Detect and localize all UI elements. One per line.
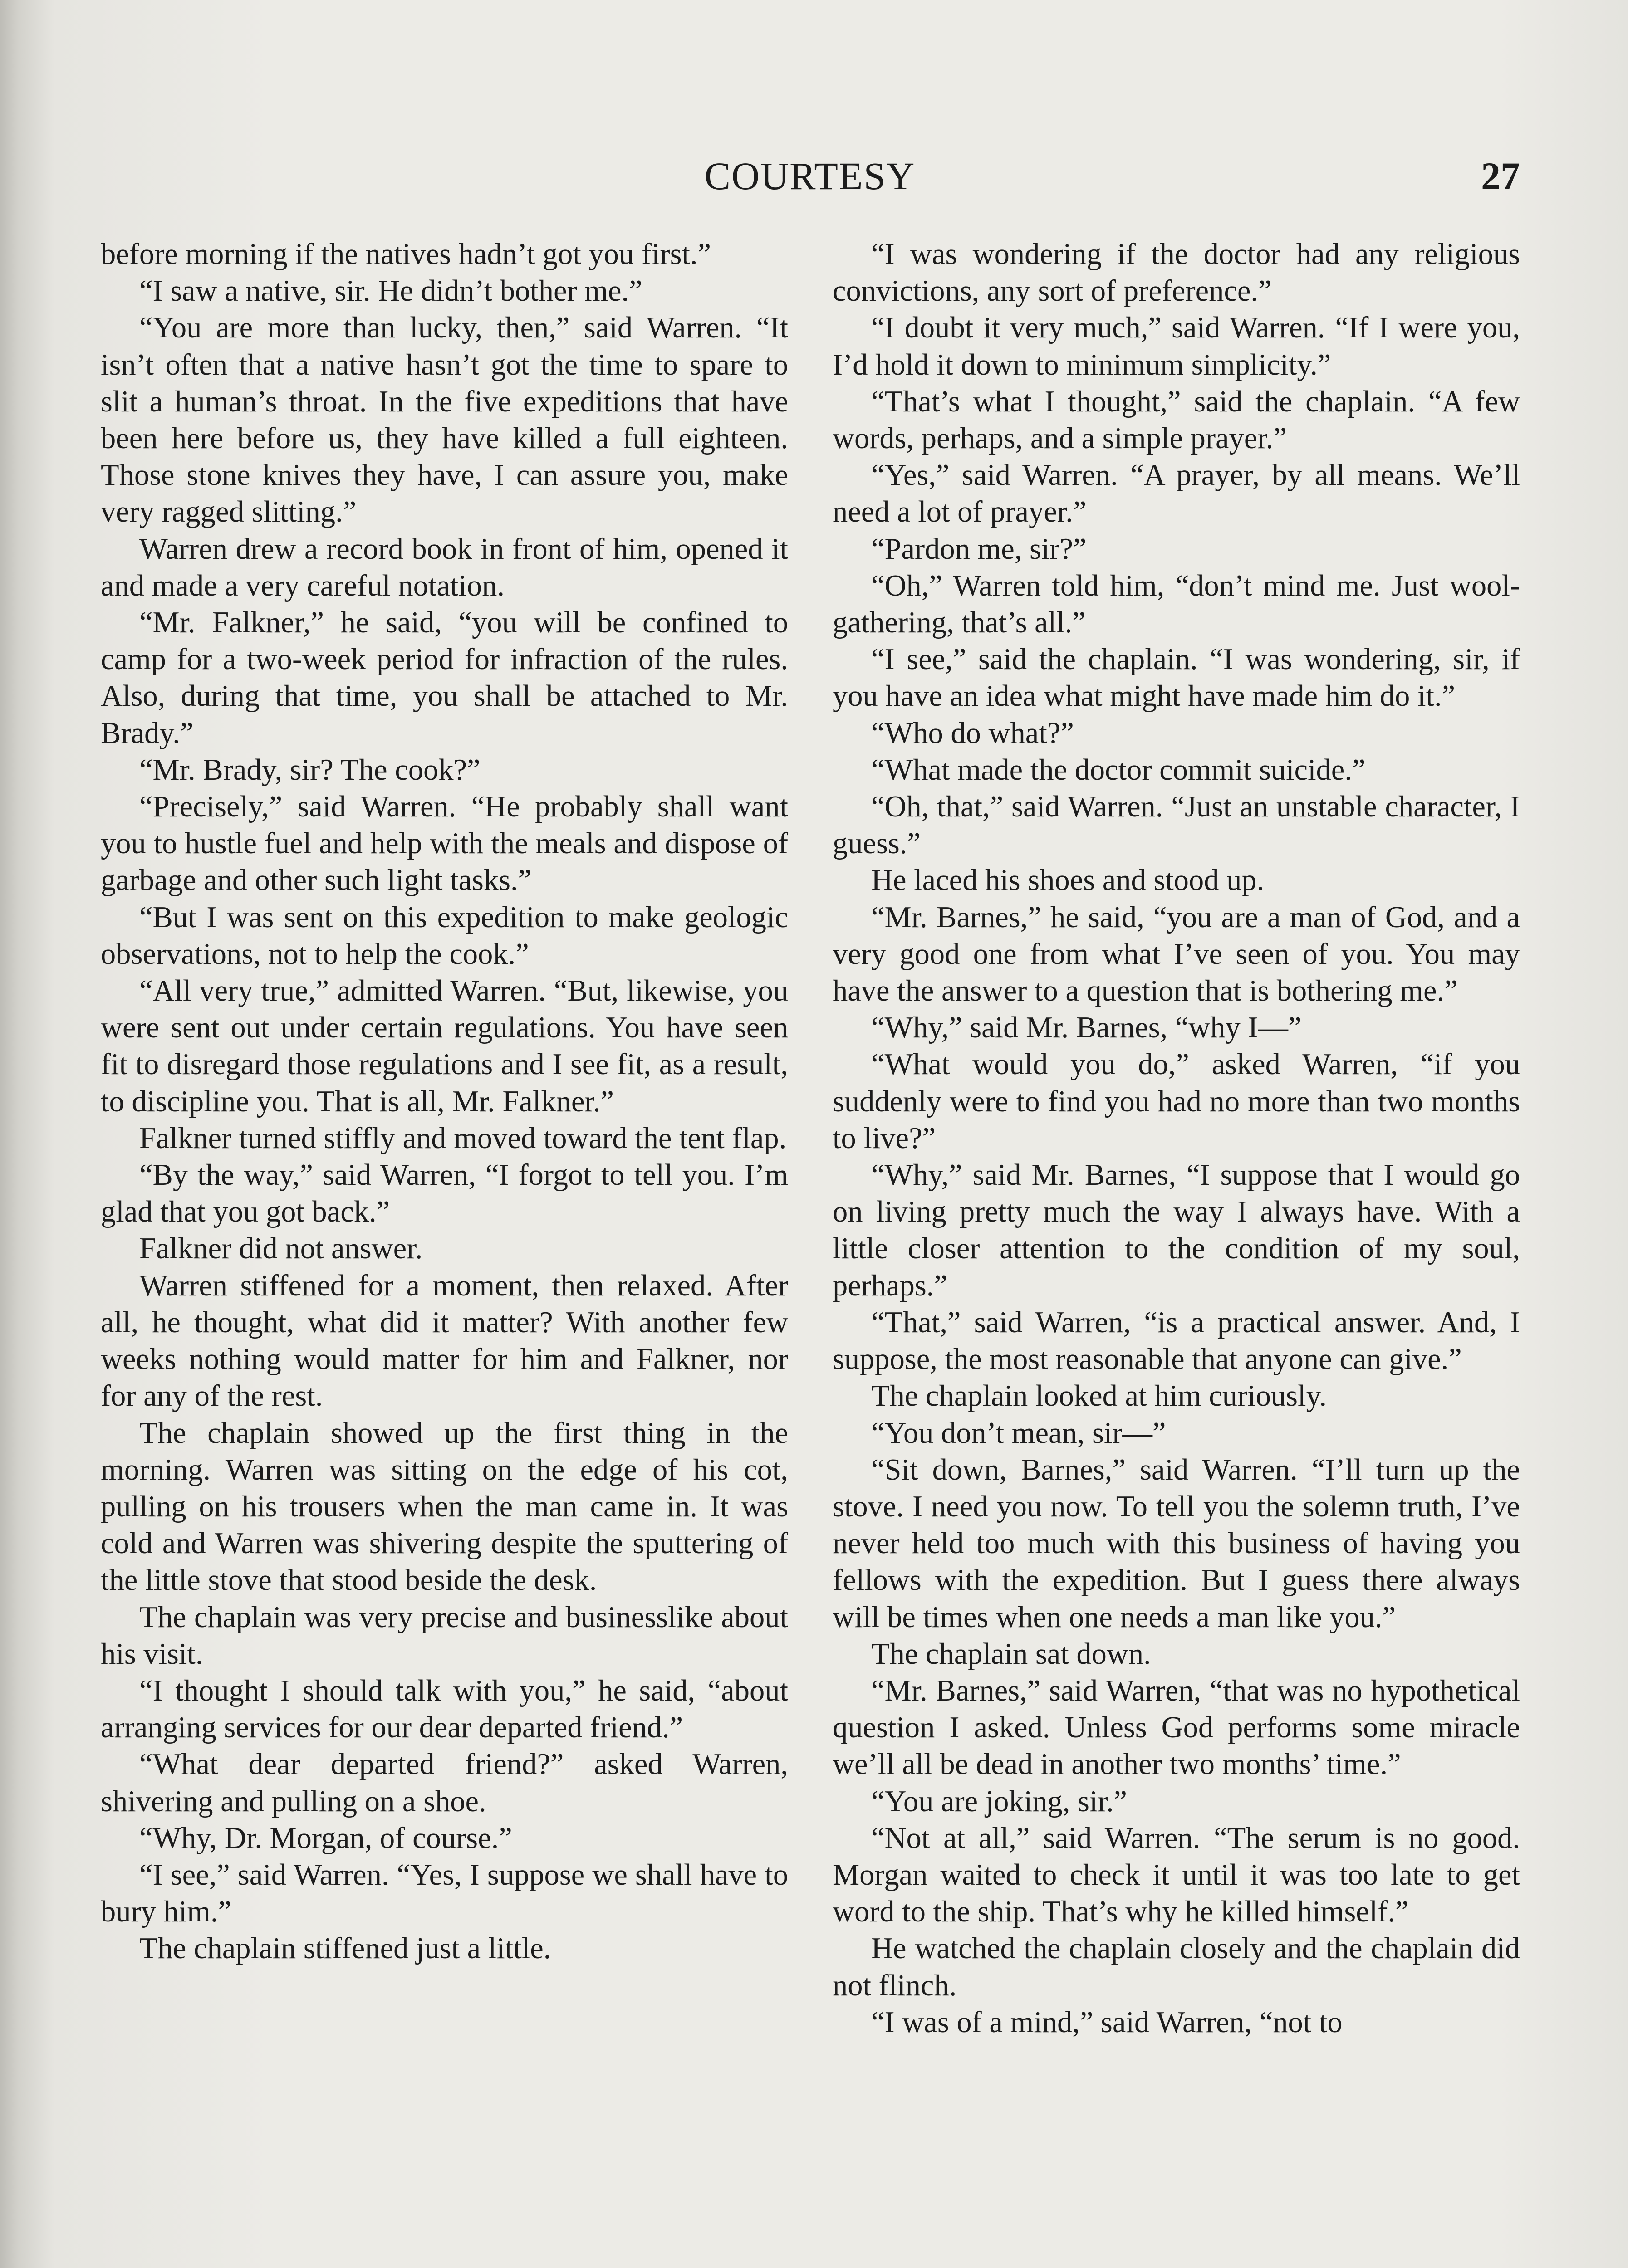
paragraph: “Sit down, Barnes,” said Warren. “I’ll turn up the stove. I need you now. To tell you the solemn truth, I’ve never held too much with this business of having you fellows with the expedition. But I guess there always will be times when one needs a man like you.” [833, 1453, 1520, 1634]
paragraph: The chaplain sat down. [871, 1637, 1151, 1671]
paragraph: “I doubt it very much,” said Warren. “If I were you, I’d hold it down to minimum simplicity.” [833, 311, 1520, 381]
paragraph: The chaplain stiffened just a little. [139, 1932, 551, 1965]
paragraph: “By the way,” said Warren, “I forgot to tell you. I’m glad that you got back.” [101, 1158, 788, 1229]
paragraph: “But I was sent on this expedition to make geologic observations, not to help the cook.” [101, 900, 788, 971]
paragraph: “Oh,” Warren told him, “don’t mind me. Just wool-gathering, that’s all.” [833, 569, 1520, 640]
paragraph: “I see,” said the chaplain. “I was wondering, sir, if you have an idea what might have made him do it.” [833, 643, 1520, 713]
paragraph: “That,” said Warren, “is a practical answer. And, I suppose, the most reasonable that anyone can give.” [833, 1305, 1520, 1376]
paragraph: Falkner did not answer. [139, 1232, 423, 1266]
paragraph: “Mr. Barnes,” said Warren, “that was no hypothetical question I asked. Unless God performs some miracle we’ll all be dead in another two months’ time.” [833, 1674, 1520, 1781]
paragraph: Falkner turned stiffly and moved toward the tent flap. [139, 1121, 787, 1155]
paragraph: “Mr. Barnes,” he said, “you are a man of God, and a very good one from what I’ve seen of you. You may have the answer to a question that is bothering me.” [833, 900, 1520, 1008]
paragraph: “I see,” said Warren. “Yes, I suppose we shall have to bury him.” [101, 1858, 788, 1929]
paragraph: “Precisely,” said Warren. “He probably shall want you to hustle fuel and help with the meals and dispose of garbage and other such light tasks.” [101, 790, 788, 897]
page-header [100, 153, 1520, 208]
paragraph: “I saw a native, sir. He didn’t bother me.” [139, 274, 642, 308]
paragraph: “All very true,” admitted Warren. “But, likewise, you were sent out under certain regulations. You have seen fit to disregard those regulations and I see fit, as a result, to discipline you. That is all, Mr. Falkner.” [101, 974, 788, 1118]
text-column-right [833, 236, 1520, 2041]
page-number: 27 [1481, 154, 1520, 198]
text-column-left [101, 236, 788, 1967]
paragraph: “Mr. Brady, sir? The cook?” [139, 753, 481, 787]
paragraph: “Yes,” said Warren. “A prayer, by all means. We’ll need a lot of prayer.” [833, 459, 1520, 529]
paragraph: “What made the doctor commit suicide.” [871, 753, 1366, 787]
paragraph: Warren stiffened for a moment, then relaxed. After all, he thought, what did it matter? With another few weeks nothing would matter for him and Falkner, nor for any of the rest. [101, 1269, 788, 1413]
paragraph: “Why, Dr. Morgan, of course.” [139, 1821, 512, 1855]
paragraph: Warren drew a record book in front of him, opened it and made a very careful notation. [101, 532, 788, 602]
paragraph: “Why,” said Mr. Barnes, “why I—” [871, 1011, 1302, 1045]
paragraph: “Who do what?” [871, 716, 1074, 750]
paragraph: The chaplain looked at him curiously. [871, 1379, 1327, 1413]
paragraph: “You are joking, sir.” [871, 1784, 1127, 1818]
paragraph: “Not at all,” said Warren. “The serum is no good. Morgan waited to check it until it was too late to get word to the ship. That’s why he killed himself.” [833, 1821, 1520, 1929]
paragraph: “Pardon me, sir?” [871, 532, 1087, 566]
paragraph: “I was of a mind,” said Warren, “not to [871, 2005, 1343, 2039]
paragraph: “What would you do,” asked Warren, “if you suddenly were to find you had no more than two months to live?” [833, 1048, 1520, 1155]
paragraph: He laced his shoes and stood up. [871, 864, 1265, 897]
paragraph: The chaplain was very precise and businesslike about his visit. [101, 1600, 788, 1671]
paragraph: “You don’t mean, sir—” [871, 1416, 1166, 1450]
paragraph: “You are more than lucky, then,” said Warren. “It isn’t often that a native hasn’t got the time to spare to slit a human’s throat. In the five expeditions that have been here before us, they have killed a full eighteen. Those stone knives they have, I can assure you, make very ragged slitting.” [101, 311, 788, 529]
paragraph: “I thought I should talk with you,” he said, “about arranging services for our dear departed friend.” [101, 1674, 788, 1745]
paragraph: before morning if the natives hadn’t got you first.” [101, 238, 711, 271]
paragraph: The chaplain showed up the first thing in the morning. Warren was sitting on the edge of his cot, pulling on his trousers when the man came in. It was cold and Warren was shivering despite the sputtering of the little stove that stood beside the desk. [101, 1416, 788, 1597]
paragraph: He watched the chaplain closely and the chaplain did not flinch. [833, 1932, 1520, 2002]
paragraph: “Why,” said Mr. Barnes, “I suppose that I would go on living pretty much the way I always have. With a little closer attention to the condition of my soul, perhaps.” [833, 1158, 1520, 1302]
paragraph: “Oh, that,” said Warren. “Just an unstable character, I guess.” [833, 790, 1520, 860]
paragraph: “Mr. Falkner,” he said, “you will be confined to camp for a two-week period for infraction of the rules. Also, during that time, you shall be attached to Mr. Brady.” [101, 606, 788, 750]
paragraph: “That’s what I thought,” said the chaplain. “A few words, perhaps, and a simple prayer.” [833, 385, 1520, 455]
paragraph: “I was wondering if the doctor had any religious convictions, any sort of preference.” [833, 238, 1520, 308]
running-title: COURTESY [704, 154, 916, 198]
paragraph: “What dear departed friend?” asked Warren, shivering and pulling on a shoe. [101, 1748, 788, 1818]
